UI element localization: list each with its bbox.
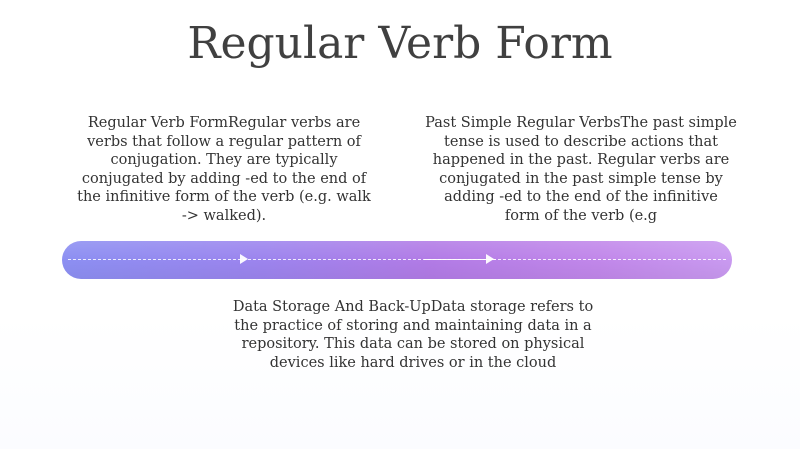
timeline-bar-shading	[62, 241, 732, 279]
timeline-dashed-line	[68, 259, 726, 260]
arrow-right-icon	[240, 254, 248, 264]
timeline-text-block-2: Past Simple Regular VerbsThe past simple tense is used to describe actions that happened in the past. Regular verbs are conjugated in the past simple tense by adding -ed to the end of the infinitive form of the verb (e.g	[425, 115, 737, 224]
timeline-bar	[62, 241, 732, 279]
arrow-right-icon	[486, 254, 494, 264]
timeline-text-block-1: Regular Verb FormRegular verbs are verbs that follow a regular pattern of conjugation. They are typically conjugated by adding -ed to the end of the infinitive form of the verb (e.g. walk -> walked).	[77, 115, 371, 224]
timeline-text-block-3: Data Storage And Back-UpData storage refers to the practice of storing and maintaining data in a repository. This data can be stored on physical devices like hard drives or in the cloud	[232, 299, 594, 371]
slide-title: Regular Verb Form	[187, 18, 613, 69]
